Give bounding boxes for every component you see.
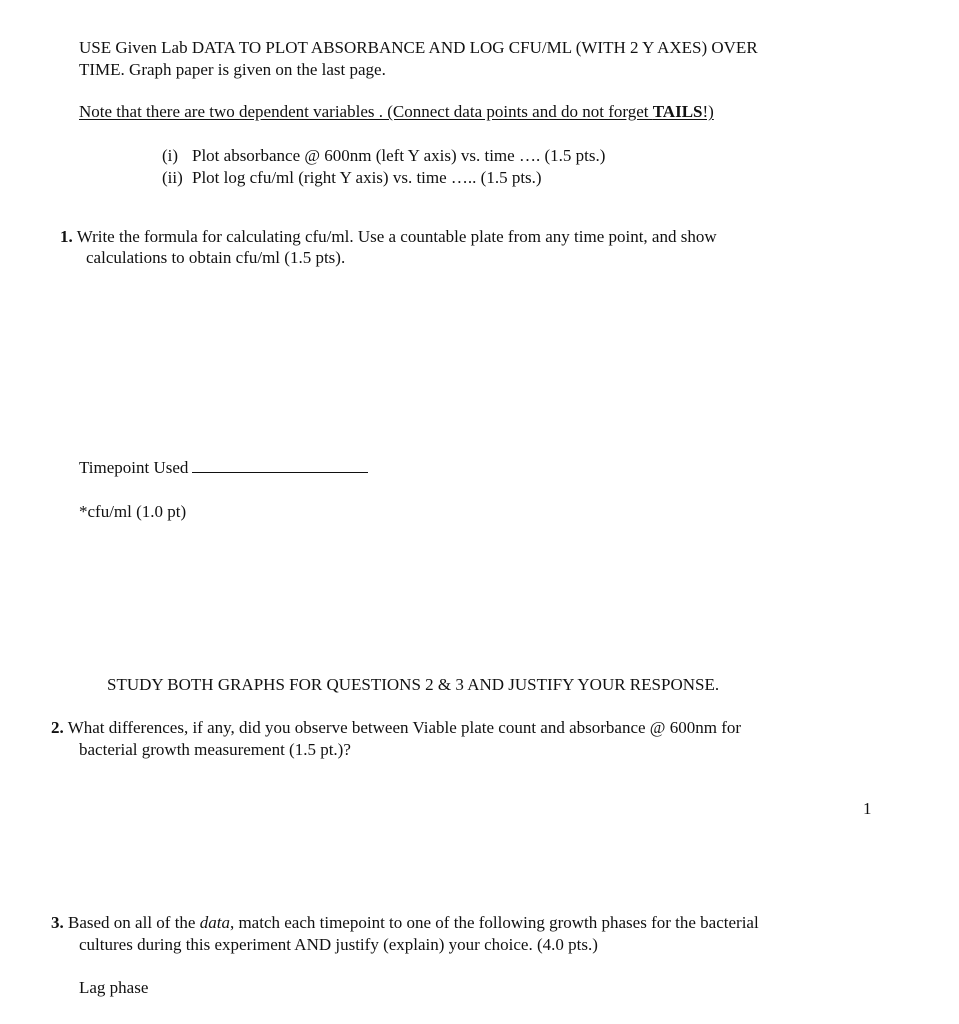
question-2-text: What differences, if any, did you observe between Viable plate count and absorbance @ 600nm for xyxy=(67,718,742,737)
plot-item xyxy=(162,167,542,189)
question-2-line-1 xyxy=(51,717,741,739)
question-3-number: 3. xyxy=(51,913,64,932)
question-2-line-2: bacterial growth measurement (1.5 pt.)? xyxy=(79,740,351,759)
note-line xyxy=(79,101,714,123)
note-bold: TAILS xyxy=(652,102,703,121)
instruction-line-2: TIME. Graph paper is given on the last page. xyxy=(79,60,386,79)
question-2-number: 2. xyxy=(51,718,64,737)
page-number: 1 xyxy=(863,799,872,818)
question-1-line-2: calculations to obtain cfu/ml (1.5 pts). xyxy=(86,248,346,267)
question-3-text-italic: data xyxy=(199,913,230,932)
cfu-ml-label: *cfu/ml (1.0 pt) xyxy=(79,502,187,521)
question-3-line-2: cultures during this experiment AND justify (explain) your choice. (4.0 pts.) xyxy=(79,935,598,954)
question-3-text-post: , match each timepoint to one of the following growth phases for the bacterial xyxy=(229,913,759,932)
question-3-text-pre: Based on all of the xyxy=(68,913,200,932)
question-1-number: 1. xyxy=(60,227,73,246)
instruction-line-1: USE Given Lab DATA TO PLOT ABSORBANCE AND LOG CFU/ML (WITH 2 Y AXES) OVER xyxy=(79,38,758,57)
question-3-line-1 xyxy=(51,912,759,934)
note-suffix: !) xyxy=(702,102,714,121)
plot-item-marker: (i) xyxy=(162,146,179,165)
plot-item-text: Plot log cfu/ml (right Y axis) vs. time ….. (1.5 pts.) xyxy=(192,168,542,187)
study-heading: STUDY BOTH GRAPHS FOR QUESTIONS 2 & 3 AND JUSTIFY YOUR RESPONSE. xyxy=(107,675,720,694)
plot-item-marker: (ii) xyxy=(162,168,183,187)
timepoint-used-blank[interactable] xyxy=(192,458,368,473)
question-1-line-1 xyxy=(60,226,717,248)
timepoint-used-field xyxy=(79,457,368,479)
note-prefix: Note that there are two dependent variables . (Connect data points and do not forget xyxy=(79,102,653,121)
lag-phase-label: Lag phase xyxy=(79,978,149,997)
plot-item-text: Plot absorbance @ 600nm (left Y axis) vs. time …. (1.5 pts.) xyxy=(192,146,606,165)
plot-item xyxy=(162,145,605,167)
question-1-text: Write the formula for calculating cfu/ml. Use a countable plate from any time point, and show xyxy=(76,227,717,246)
timepoint-used-label: Timepoint Used xyxy=(79,458,189,477)
